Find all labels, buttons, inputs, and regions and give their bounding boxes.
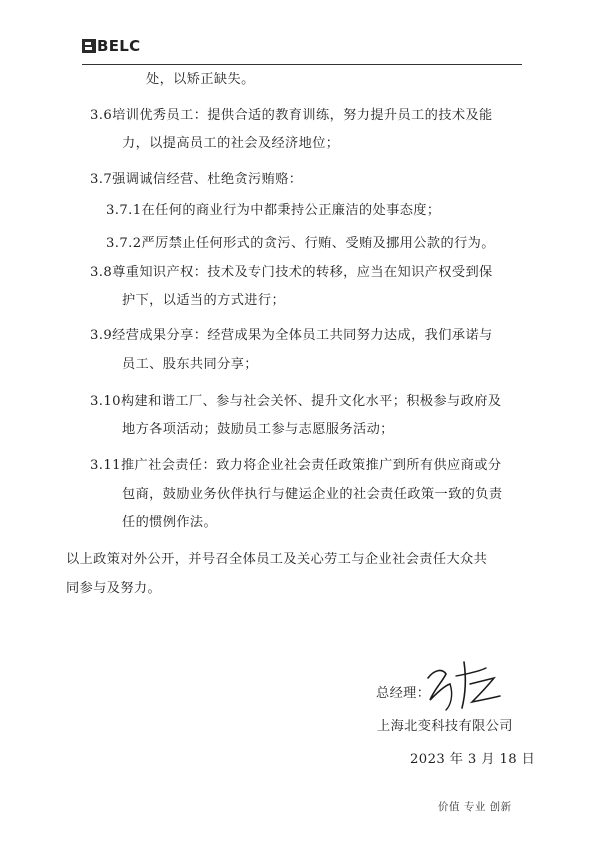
handwritten-signature	[420, 656, 506, 714]
body-line: 3.6培训优秀员工：提供合适的教育训练，努力提升员工的技术及能	[90, 108, 493, 123]
signatory-label: 总经理：	[376, 686, 431, 701]
body-line: 处，以矫正缺失。	[146, 72, 255, 87]
body-line: 3.8尊重知识产权：技术及专门技术的转移，应当在知识产权受到保	[90, 265, 493, 280]
body-line: 3.7强调诚信经营、杜绝贪污贿赂：	[90, 172, 303, 187]
body-line: 地方各项活动；鼓励员工参与志愿服务活动；	[122, 422, 394, 437]
signing-date: 2023 年 3 月 18 日	[410, 752, 536, 767]
body-line: 护下，以适当的方式进行；	[122, 293, 286, 308]
body-line: 以上政策对外公开，并号召全体员工及关心劳工与企业社会责任大众共	[66, 552, 488, 567]
company-name: 上海北变科技有限公司	[377, 719, 513, 734]
body-line: 3.9经营成果分享：经营成果为全体员工共同努力达成，我们承诺与	[90, 328, 493, 343]
body-line: 任的惯例作法。	[122, 515, 218, 530]
body-line: 3.11推广社会责任：致力将企业社会责任政策推广到所有供应商或分	[90, 458, 502, 473]
company-logo	[82, 37, 140, 55]
body-line: 包商，鼓励业务伙伴执行与健运企业的社会责任政策一致的负责	[122, 487, 503, 502]
body-line: 员工、股东共同分享；	[122, 357, 258, 372]
body-line: 3.7.1在任何的商业行为中都秉持公正廉洁的处事态度；	[106, 203, 441, 218]
footer-tagline: 价值 专业 创新	[438, 801, 512, 813]
body-line: 力，以提高员工的社会及经济地位；	[122, 136, 340, 151]
logo-mark-icon	[82, 39, 96, 53]
header-divider	[82, 64, 522, 65]
body-line: 3.7.2严厉禁止任何形式的贪污、行贿、受贿及挪用公款的行为。	[106, 236, 495, 251]
body-line: 3.10构建和谐工厂、参与社会关怀、提升文化水平；积极参与政府及	[90, 394, 502, 409]
logo-text: BELC	[97, 37, 141, 55]
body-line: 同参与及努力。	[66, 581, 162, 596]
